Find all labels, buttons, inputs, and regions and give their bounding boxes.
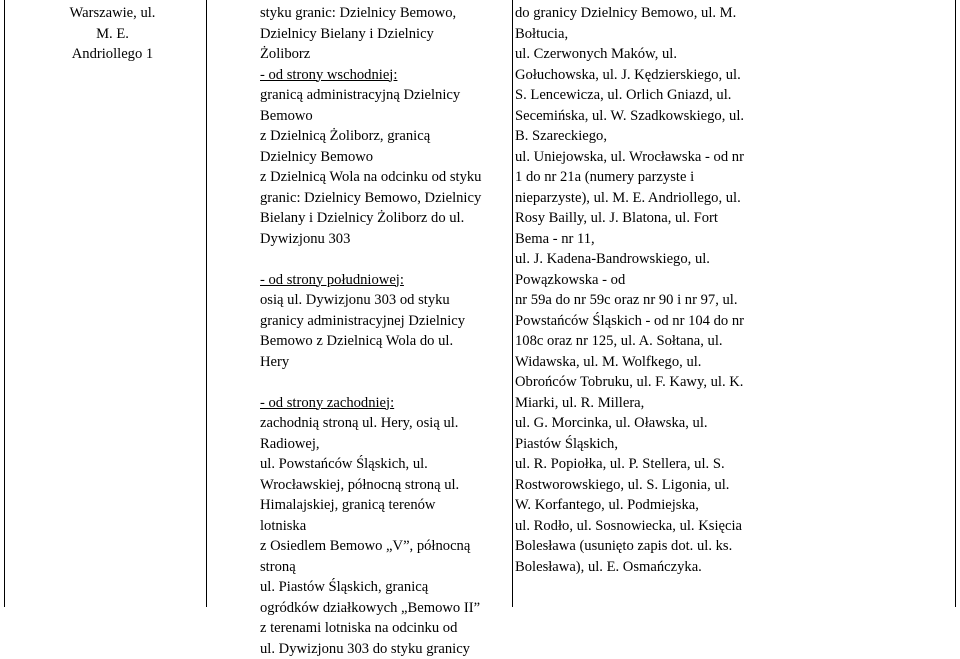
text-line: S. Lencewicza, ul. Orlich Gniazd, ul.	[515, 85, 790, 106]
text-line: z Osiedlem Bemowo „V”, północną	[260, 536, 512, 557]
section-heading: - od strony południowej:	[260, 270, 512, 291]
text-line: W. Korfantego, ul. Podmiejska,	[515, 495, 790, 516]
text-line: ogródków działkowych „Bemowo II”	[260, 598, 512, 619]
table-border	[206, 0, 207, 607]
text-line: Obrońców Tobruku, ul. F. Kawy, ul. K.	[515, 372, 790, 393]
text-line: stroną	[260, 557, 512, 578]
text-line: M. E.	[51, 24, 174, 45]
address-cell	[51, 3, 174, 65]
text-line: Bemowo	[260, 106, 512, 127]
streets-list-cell	[515, 3, 790, 577]
table-border	[4, 0, 5, 607]
text-line: Hery	[260, 352, 512, 373]
blank-line	[260, 372, 512, 393]
text-line: z Dzielnicą Wola na odcinku od styku	[260, 167, 512, 188]
text-line: styku granic: Dzielnicy Bemowo,	[260, 3, 512, 24]
text-line: Bema - nr 11,	[515, 229, 790, 250]
text-line: Bołtucia,	[515, 24, 790, 45]
text-line: nieparzyste), ul. M. E. Andriollego, ul.	[515, 188, 790, 209]
text-line: Rosy Bailly, ul. J. Blatona, ul. Fort	[515, 208, 790, 229]
text-line: Bemowo z Dzielnicą Wola do ul.	[260, 331, 512, 352]
text-line: granic: Dzielnicy Bemowo, Dzielnicy	[260, 188, 512, 209]
text-line: granicy administracyjnej Dzielnicy	[260, 311, 512, 332]
text-line: 1 do nr 21a (numery parzyste i	[515, 167, 790, 188]
text-line: ul. J. Kadena-Bandrowskiego, ul.	[515, 249, 790, 270]
text-line: ul. Rodło, ul. Sosnowiecka, ul. Księcia	[515, 516, 790, 537]
text-line: Powstańców Śląskich - od nr 104 do nr	[515, 311, 790, 332]
text-line: Widawska, ul. M. Wolfkego, ul.	[515, 352, 790, 373]
text-line: ul. Uniejowska, ul. Wrocławska - od nr	[515, 147, 790, 168]
text-line: nr 59a do nr 59c oraz nr 90 i nr 97, ul.	[515, 290, 790, 311]
text-line: Żoliborz	[260, 44, 512, 65]
text-line: ul. Powstańców Śląskich, ul.	[260, 454, 512, 475]
text-line: Dywizjonu 303	[260, 229, 512, 250]
text-line: Gołuchowska, ul. J. Kędzierskiego, ul.	[515, 65, 790, 86]
text-line: ul. G. Morcinka, ul. Oławska, ul.	[515, 413, 790, 434]
text-line: B. Szareckiego,	[515, 126, 790, 147]
text-line: zachodnią stroną ul. Hery, osią ul.	[260, 413, 512, 434]
text-line: ul. Czerwonych Maków, ul.	[515, 44, 790, 65]
text-line: Wrocławskiej, północną stroną ul.	[260, 475, 512, 496]
boundary-description-cell	[260, 3, 512, 659]
text-line: osią ul. Dywizjonu 303 od styku	[260, 290, 512, 311]
text-line: Miarki, ul. R. Millera,	[515, 393, 790, 414]
section-heading: - od strony wschodniej:	[260, 65, 512, 86]
section-heading: - od strony zachodniej:	[260, 393, 512, 414]
text-line: z terenami lotniska na odcinku od	[260, 618, 512, 639]
text-line: ul. R. Popiołka, ul. P. Stellera, ul. S.	[515, 454, 790, 475]
text-line: 108c oraz nr 125, ul. A. Sołtana, ul.	[515, 331, 790, 352]
text-line: do granicy Dzielnicy Bemowo, ul. M.	[515, 3, 790, 24]
text-line: z Dzielnicą Żoliborz, granicą	[260, 126, 512, 147]
text-line: Bolesława (usunięto zapis dot. ul. ks.	[515, 536, 790, 557]
text-line: ul. Dywizjonu 303 do styku granicy	[260, 639, 512, 659]
text-line: Dzielnicy Bemowo	[260, 147, 512, 168]
text-line: Piastów Śląskich,	[515, 434, 790, 455]
text-line: lotniska	[260, 516, 512, 537]
table-border	[512, 0, 513, 607]
text-line: Bolesława), ul. E. Osmańczyka.	[515, 557, 790, 578]
text-line: Powązkowska - od	[515, 270, 790, 291]
text-line: ul. Piastów Śląskich, granicą	[260, 577, 512, 598]
text-line: Secemińska, ul. W. Szadkowskiego, ul.	[515, 106, 790, 127]
text-line: Bielany i Dzielnicy Żoliborz do ul.	[260, 208, 512, 229]
blank-line	[260, 249, 512, 270]
text-line: Warszawie, ul.	[51, 3, 174, 24]
text-line: Himalajskiej, granicą terenów	[260, 495, 512, 516]
text-line: granicą administracyjną Dzielnicy	[260, 85, 512, 106]
text-line: Dzielnicy Bielany i Dzielnicy	[260, 24, 512, 45]
text-line: Rostworowskiego, ul. S. Ligonia, ul.	[515, 475, 790, 496]
text-line: Radiowej,	[260, 434, 512, 455]
table-border	[955, 0, 956, 607]
text-line: Andriollego 1	[51, 44, 174, 65]
